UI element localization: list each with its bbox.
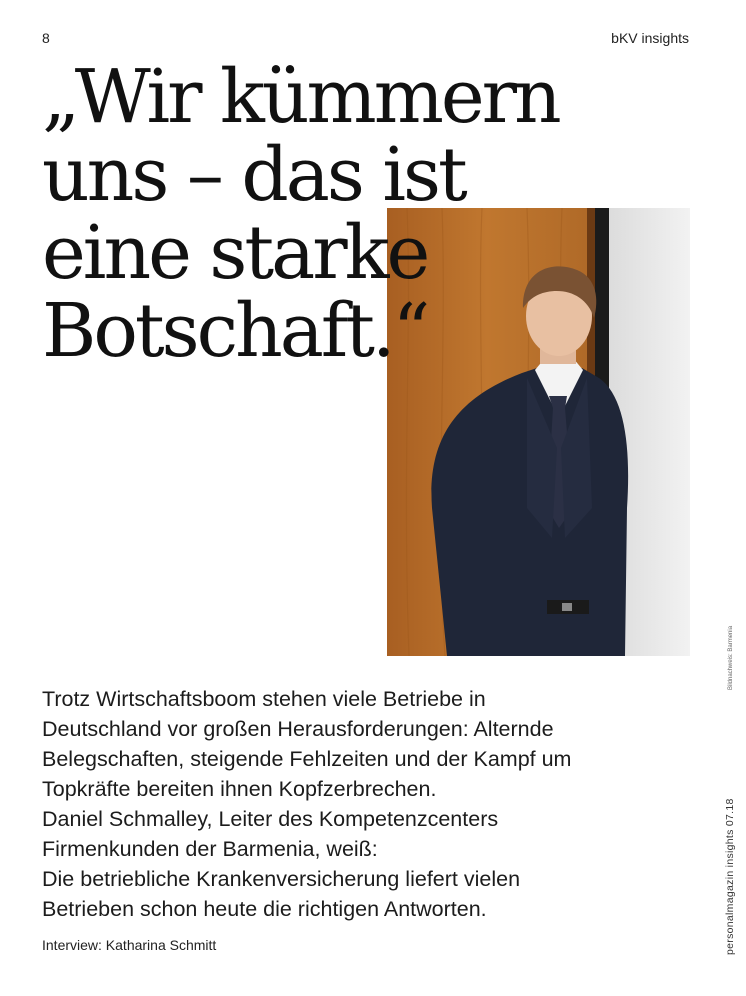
intro-line: Firmenkunden der Barmenia, weiß: [42,837,378,861]
headline-line: eine starke [42,210,428,296]
headline-quote [42,54,559,374]
headline-line: „Wir kümmern [42,54,559,140]
intro-line: Belegschaften, steigende Fehlzeiten und der Kampf um [42,747,572,771]
intro-line: Daniel Schmalley, Leiter des Kompetenzcenters [42,807,499,831]
page-number: 8 [42,30,50,46]
headline-line: Botschaft.“ [42,288,428,374]
intro-line: Betrieben schon heute die richtigen Antworten. [42,897,487,921]
section-title: bKV insights [611,30,689,46]
intro-line: Topkräfte bereiten ihnen Kopfzerbrechen. [42,777,437,801]
intro-paragraph [42,684,702,924]
photo-credit: Bildnachweis: Barmenia [728,625,734,690]
intro-line: Deutschland vor großen Herausforderungen: Alternde [42,717,554,741]
intro-line: Die betriebliche Krankenversicherung liefert vielen [42,867,521,891]
intro-line: Trotz Wirtschaftsboom stehen viele Betriebe in [42,687,486,711]
headline-line: uns – das ist [42,132,465,218]
byline: Interview: Katharina Schmitt [42,937,217,953]
magazine-info: personalmagazin insights 07.18 [724,798,736,955]
